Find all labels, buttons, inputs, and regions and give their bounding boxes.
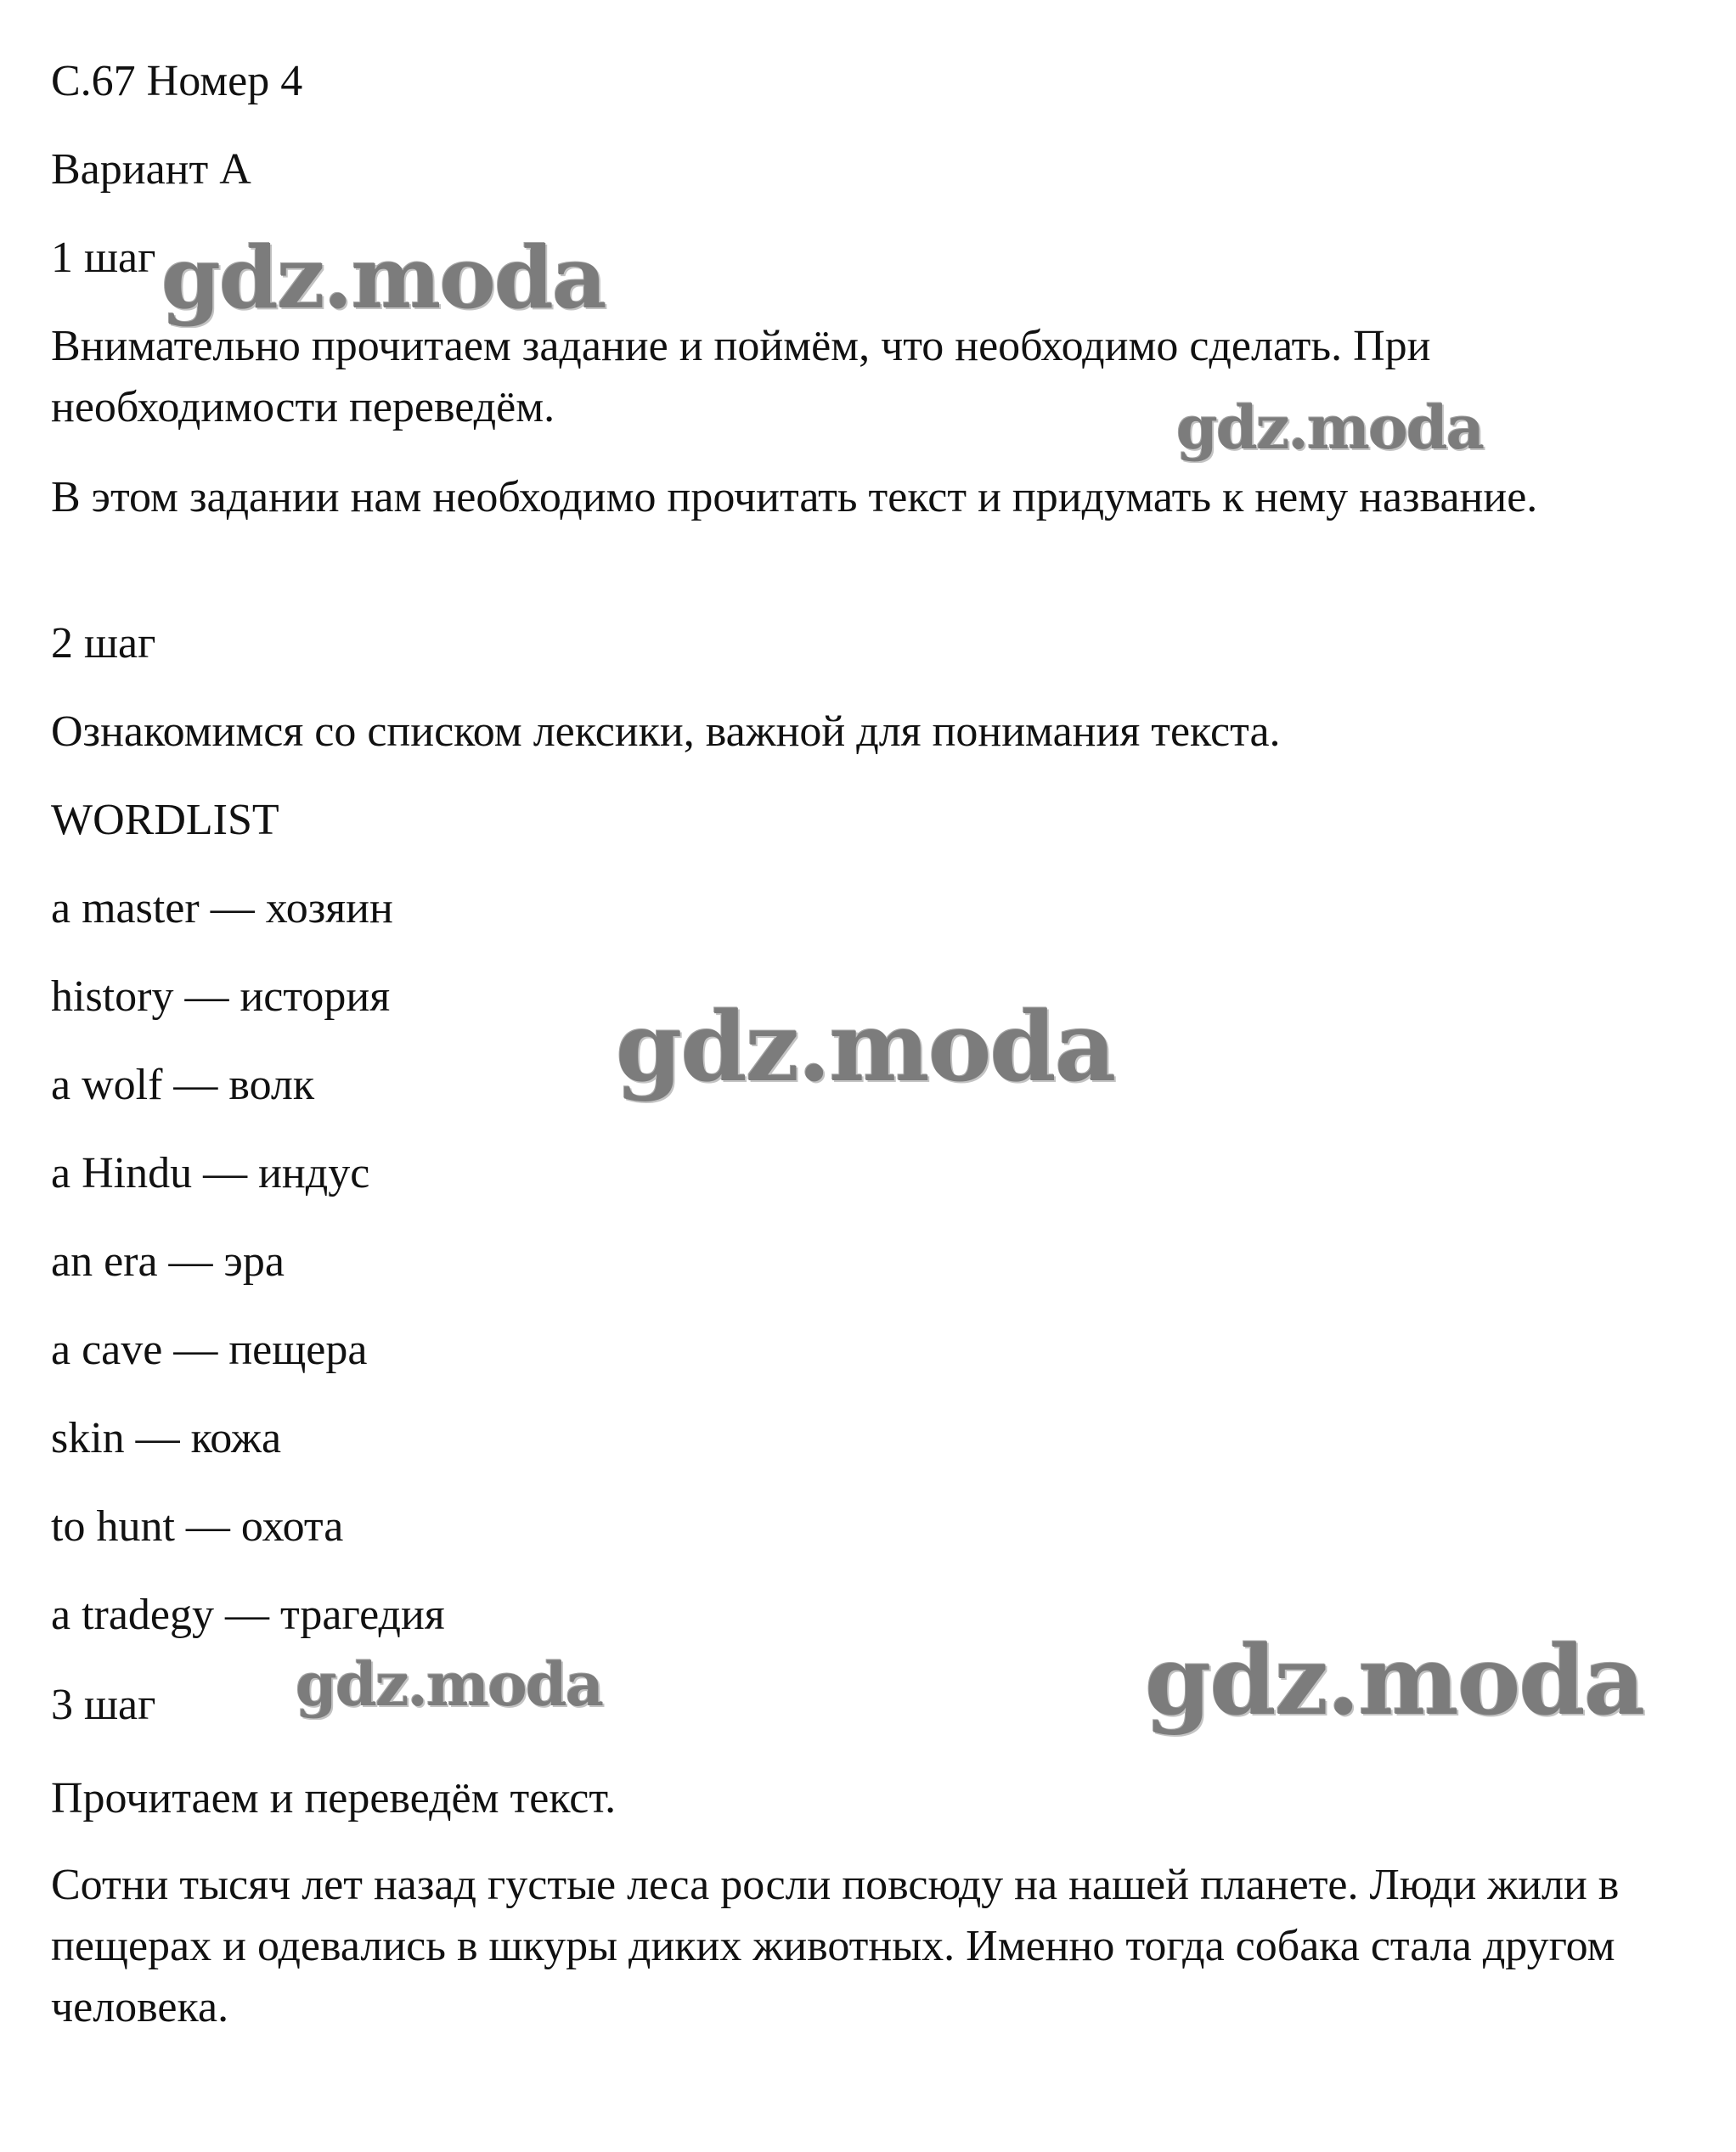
variant-label: Вариант А — [51, 145, 251, 194]
wordlist-item: skin — кожа — [51, 1414, 282, 1462]
step-2-title: 2 шаг — [51, 619, 156, 668]
wordlist-item: history — история — [51, 972, 391, 1021]
wordlist-item: an era — эра — [51, 1237, 285, 1286]
wordlist-item: a master — хозяин — [51, 884, 393, 932]
page-reference: С.67 Номер 4 — [51, 57, 303, 105]
wordlist-item: a tradegy — трагедия — [51, 1591, 445, 1639]
wordlist-title: WORDLIST — [51, 796, 279, 844]
watermark: gdz.moda — [1176, 392, 1484, 463]
step-1-instruction: Внимательно прочитаем задание и поймём, что необходимо сделать. При необходимости переведём. — [51, 322, 1431, 431]
step-2-instruction: Ознакомимся со списком лексики, важной для понимания текста. — [51, 707, 1281, 756]
step-3-title: 3 шаг — [51, 1681, 156, 1729]
step-1-task-description: В этом задании нам необходимо прочитать текст и придумать к нему название. — [51, 473, 1538, 521]
wordlist-item: to hunt — охота — [51, 1502, 344, 1551]
watermark: gdz.moda — [1145, 1625, 1644, 1737]
step-1-title: 1 шаг — [51, 234, 156, 282]
wordlist-item: a cave — пещера — [51, 1326, 368, 1374]
watermark: gdz.moda — [296, 1649, 603, 1720]
wordlist-item: a wolf — волк — [51, 1061, 315, 1109]
text-translation: Сотни тысяч лет назад густые леса росли повсюду на нашей планете. Люди жили в пещерах и одевались в шкуры диких животных. Именно тогда собака стала другом человека. — [51, 1861, 1620, 2031]
watermark: gdz.moda — [161, 228, 606, 328]
watermark: gdz.moda — [616, 992, 1115, 1103]
step-3-instruction: Прочитаем и переведём текст. — [51, 1774, 617, 1822]
wordlist-item: a Hindu — индус — [51, 1149, 370, 1197]
